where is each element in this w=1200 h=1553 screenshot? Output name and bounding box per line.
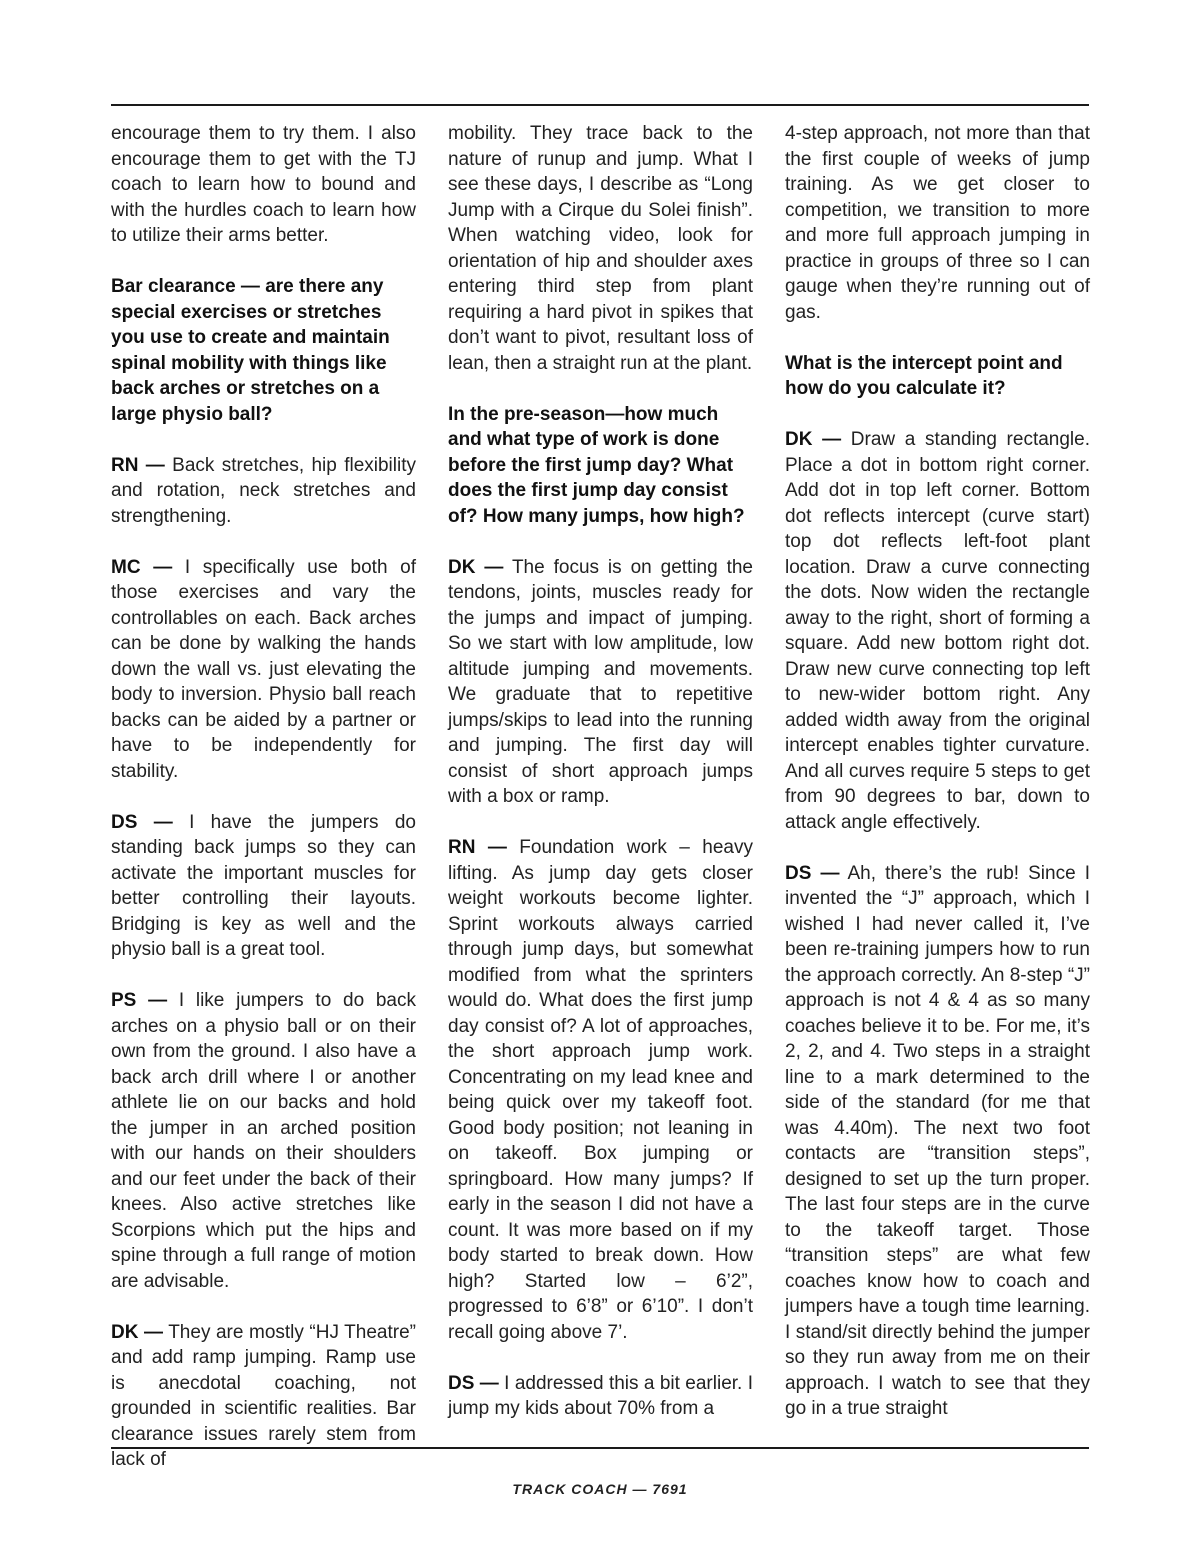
column-right xyxy=(785,121,1090,1447)
answer-text: The focus is on getting the tendons, joints, muscles ready for the jumps and impact of jumping. So we start with low amplitude, low altitude jumping and movements. We graduate that to repetitive jumps/skips to lead into the running and jumping. The first day will consist of short approach jumps with a box or ramp. xyxy=(448,556,754,807)
answer-text: I have the jumpers do standing back jumps so they can activate the important muscles for better controlling their layouts. Bridging is key as well and the physio ball is a great tool. xyxy=(111,811,416,960)
paragraph: 4-step approach, not more than that the first couple of weeks of jump training. As we get closer to competition, we transition to more and more full approach jumping in practice in groups of three so I can gauge when they’re running out of gas. xyxy=(785,123,1090,323)
speaker-label: DS — xyxy=(448,1372,499,1394)
answer-paragraph xyxy=(111,810,416,963)
answer-paragraph xyxy=(785,427,1090,835)
answer-text: I like jumpers to do back arches on a physio ball or on their own from the ground. I also have a back arch drill where I or another athlete lie on our backs and hold the jumper in an arched position with our hands on their shoulders and our feet under the back of their knees. Also active stretches like Scorpions which put the hips and spine through a full range of motion are advisable. xyxy=(111,990,417,1292)
answer-paragraph xyxy=(111,453,416,530)
paragraph: encourage them to try them. I also encourage them to get with the TJ coach to learn how to bound and with the hurdles coach to learn how to utilize their arms better. xyxy=(111,123,416,246)
column-left xyxy=(111,121,416,1498)
speaker-label: DK — xyxy=(785,429,842,450)
answer-text: I addressed this a bit earlier. I jump my kids about 70% from a xyxy=(448,1372,753,1419)
question-heading: Bar clearance — are there any special exercises or stretches you use to create and maintain spinal mobility with things like back arches or stretches on a large physio ball? xyxy=(111,276,390,425)
speaker-label: PS — xyxy=(111,990,168,1011)
column-middle xyxy=(448,121,753,1447)
speaker-label: RN — xyxy=(448,837,507,858)
answer-text: I specifically use both of those exercises and vary the controllables on each. Back arches can be done by walking the hands down the wall vs. just elevating the body to inversion. Physio ball reach backs can be aided by a partner or have to be independently for stability. xyxy=(111,556,417,782)
answer-paragraph xyxy=(111,1320,416,1473)
bottom-rule xyxy=(111,1447,1089,1449)
answer-text: Back stretches, hip flexibility and rotation, neck stretches and strengthening. xyxy=(111,454,416,527)
top-rule xyxy=(111,104,1089,106)
speaker-label: MC — xyxy=(111,556,173,578)
answer-text: Draw a standing rectangle. Place a dot in bottom right corner. Add dot in top left corner. Bottom dot reflects intercept (curve start) top dot reflects left-foot plant location. Draw a curve connecting the dots. Now widen the rectangle away to the right, short of forming a square. Add new bottom right dot. Draw new curve connecting top left to new-wider bottom right. Any added width away from the original intercept enables tighter curvature. And all curves require 5 steps to get from 90 degrees to bar, down to attack angle effectively. xyxy=(785,429,1090,833)
speaker-label: DS — xyxy=(111,811,173,833)
answer-paragraph xyxy=(448,835,753,1345)
answer-paragraph xyxy=(111,988,416,1294)
page-footer: TRACK COACH — 7691 xyxy=(512,1481,688,1497)
answer-paragraph xyxy=(448,1371,753,1422)
question-heading: In the pre-season—how much and what type of work is done before the first jump day? What does the first jump day consist of? How many jumps, how high? xyxy=(448,403,745,527)
speaker-label: RN — xyxy=(111,454,165,476)
speaker-label: DK — xyxy=(111,1321,163,1343)
answer-paragraph xyxy=(785,861,1090,1422)
answer-text: Ah, there’s the rub! Since I invented the “J” approach, which I wished I had never called it, I’ve been re-training jumpers how to run the approach correctly. An 8-step “J” approach is not 4 & 4 as so many coaches believe it to be. For me, it’s 2, 2, and 4. Two steps in a straight line to a mark determined to the side of the standard (for me that was 4.40m). The next two foot contacts are “transition steps”, designed to set up the turn proper. The last four steps are in the curve to the takeoff target. Those “transition steps” are what few coaches know how to coach and jumpers have a tough time learning. I stand/sit directly behind the jumper so they run away from me on their approach. I watch to see that they go in a true straight xyxy=(785,862,1090,1419)
answer-text: They are mostly “HJ Theatre” and add ramp jumping. Ramp use is anecdotal coaching, not grounded in scientific realities. Bar clearance issues rarely stem from lack of xyxy=(111,1321,416,1470)
answer-text: Foundation work – heavy lifting. As jump day gets closer weight workouts become lighter. Sprint workouts always carried through jump days, but somewhat modified from what the sprinters would do. What does the first jump day consist of? A lot of approaches, the short approach jump work. Concentrating on my lead knee and being quick over my takeoff foot. Good body position; not leaning in on takeoff. Box jumping or springboard. How many jumps? If early in the season I did not have a count. It was more based on if my body started to break down. How high? Started low – 6’2”, progressed to 6’8” or 6’10”. I don’t recall going above 7’. xyxy=(448,837,753,1343)
speaker-label: DK — xyxy=(448,556,504,578)
speaker-label: DS — xyxy=(785,862,840,884)
paragraph: mobility. They trace back to the nature of runup and jump. What I see these days, I describe as “Long Jump with a Cirque du Solei finish”. When watching video, look for orientation of hip and shoulder axes entering third step from plant requiring a hard pivot in spikes that don’t want to pivot, resultant loss of lean, then a straight run at the plant. xyxy=(448,123,753,374)
question-heading: What is the intercept point and how do you calculate it? xyxy=(785,352,1063,399)
answer-paragraph xyxy=(448,555,753,810)
answer-paragraph xyxy=(111,555,416,785)
